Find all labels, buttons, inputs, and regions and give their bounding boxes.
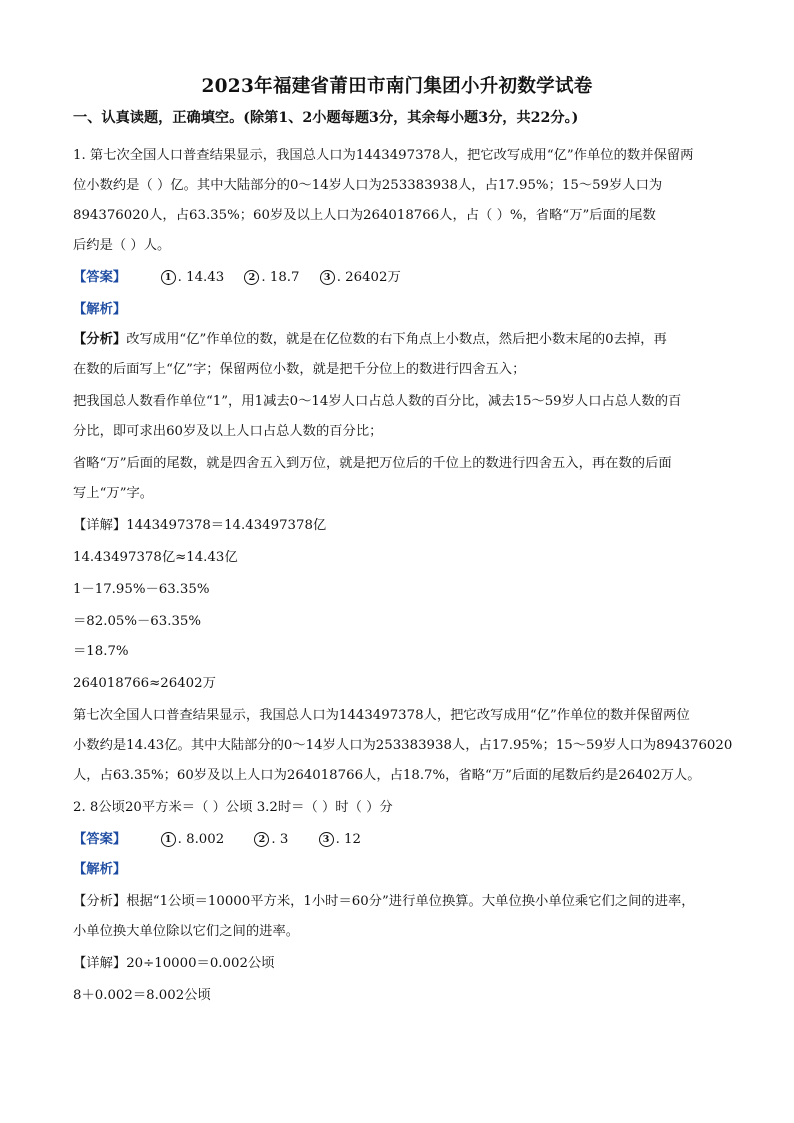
analysis-tag: 【解析】 <box>73 302 127 317</box>
xiangjie-tag: 【详解】 <box>73 956 127 971</box>
q1-fenxi-line-6: 写上“万”字。 <box>73 486 154 501</box>
q1-summary-1: 第七次全国人口普查结果显示，我国总人口为1443497378人，把它改写成用“亿”作单位的数并保留两位 <box>73 708 690 723</box>
answer-tag: 【答案】 <box>73 270 127 285</box>
q1-line-4: 后约是（ ）人。 <box>73 238 171 253</box>
analysis-tag: 【解析】 <box>73 862 127 877</box>
circled-number-icon: 2 <box>254 832 269 847</box>
q1-calc-3: ＝82.05%－63.35% <box>73 614 201 629</box>
q2-question: 2. 8公顷20平方米＝（ ）公顷 3.2时＝（ ）时（ ）分 <box>73 800 393 815</box>
q2-xiangjie-line: 【详解】20÷10000＝0.002公顷 <box>73 956 275 971</box>
circled-number-icon: 3 <box>319 832 334 847</box>
q1-fenxi-line-3: 把我国总人数看作单位“1”，用1减去0～14岁人口占总人数的百分比，减去15～59岁人口占总人数的百 <box>73 394 682 409</box>
fenxi-tag: 【分析】 <box>73 332 127 347</box>
q1-fenxi-line-1: 【分析】改写成用“亿”作单位的数，就是在亿位数的右下角点上小数点，然后把小数末尾的0去掉，再 <box>73 332 667 347</box>
q1-fenxi-line-2: 在数的后面写上“亿”字；保留两位小数，就是把千分位上的数进行四舍五入； <box>73 362 526 377</box>
circled-number-icon: 1 <box>161 270 176 285</box>
circled-number-icon: 2 <box>244 270 259 285</box>
q1-calc-5: 264018766≈26402万 <box>73 676 216 691</box>
circled-number-icon: 1 <box>161 832 176 847</box>
q1-summary-3: 人，占63.35%；60岁及以上人口为264018766人，占18.7%，省略“万”后面的尾数后约是26402万人。 <box>73 768 701 783</box>
q1-line-1: 1. 第七次全国人口普查结果显示，我国总人口为1443497378人，把它改写成用“亿”作单位的数并保留两 <box>73 148 694 163</box>
q1-calc-4: ＝18.7% <box>73 644 129 659</box>
q1-answer-3: 3 . 26402万 <box>320 266 401 285</box>
q2-fenxi-line-1: 【分析】根据“1公顷＝10000平方米，1小时＝60分”进行单位换算。大单位换小单位乘它们之间的进率， <box>73 894 695 909</box>
fenxi-tag: 【分析】 <box>73 894 127 909</box>
q2-answer-2: 2 . 3 <box>254 832 288 847</box>
q2-answer-3: 3 . 12 <box>319 832 361 847</box>
q1-line-2: 位小数约是（ ）亿。其中大陆部分的0～14岁人口为253383938人，占17.95%；15～59岁人口为 <box>73 178 663 193</box>
q1-summary-2: 小数约是14.43亿。其中大陆部分的0～14岁人口为253383938人，占17.95%；15～59岁人口为894376020 <box>73 738 733 753</box>
q2-fenxi-line-2: 小单位换大单位除以它们之间的进率。 <box>73 924 300 939</box>
circled-number-icon: 3 <box>320 270 335 285</box>
q1-answer-row <box>73 266 417 285</box>
q1-calc-1: 14.43497378亿≈14.43亿 <box>73 550 238 565</box>
q1-answer-1: 1 . 14.43 <box>161 270 225 285</box>
q1-answer-2: 2 . 18.7 <box>244 270 299 285</box>
section-heading: 一、认真读题，正确填空。(除第1、2小题每题3分，其余每小题3分，共22分。) <box>73 110 579 126</box>
q1-xiangjie-line: 【详解】1443497378＝14.43497378亿 <box>73 518 327 533</box>
q2-calc-1: 8＋0.002＝8.002公顷 <box>73 988 211 1003</box>
q1-fenxi-line-5: 省略“万”后面的尾数，就是四舍五入到万位，就是把万位后的千位上的数进行四舍五入，再在数的后面 <box>73 456 672 471</box>
q2-answer-1: 1 . 8.002 <box>161 832 225 847</box>
q1-fenxi-line-4: 分比，即可求出60岁及以上人口占总人数的百分比； <box>73 424 383 439</box>
q1-line-3: 894376020人，占63.35%；60岁及以上人口为264018766人，占（ ）%，省略“万”后面的尾数 <box>73 208 656 223</box>
answer-tag: 【答案】 <box>73 832 127 847</box>
q1-calc-2: 1－17.95%－63.35% <box>73 582 210 597</box>
xiangjie-tag: 【详解】 <box>73 518 127 533</box>
page-title: 2023年福建省莆田市南门集团小升初数学试卷 <box>201 76 593 97</box>
q2-answer-row <box>73 828 377 847</box>
